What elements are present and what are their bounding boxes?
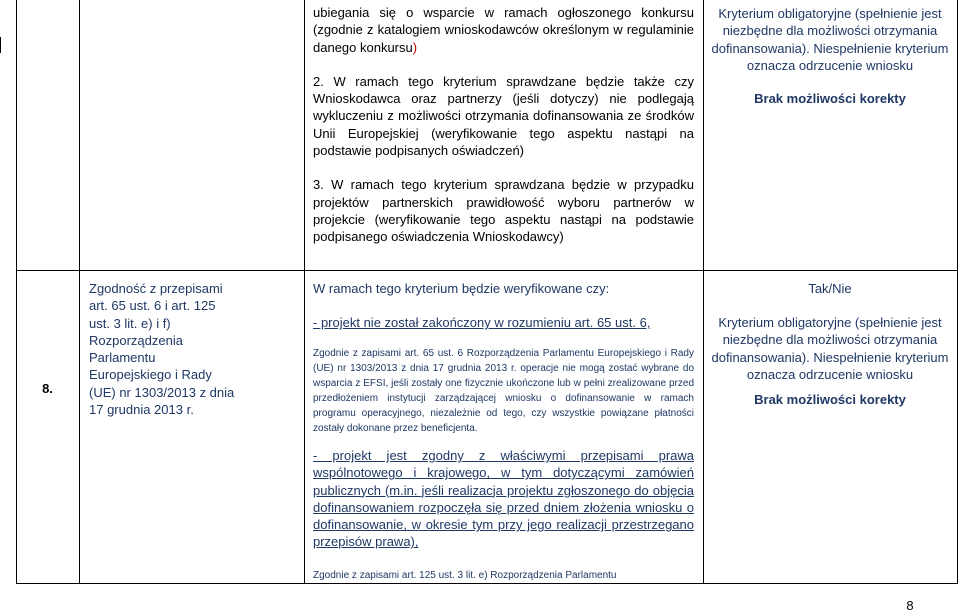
criteria-intro: W ramach tego kryterium będzie weryfikowane czy: bbox=[313, 281, 610, 296]
row-number: 8. bbox=[42, 381, 53, 396]
column-border-left bbox=[16, 0, 17, 583]
criteria-note-1: Zgodnie z zapisami art. 65 ust. 6 Rozporządzenia Parlamentu Europejskiego i Rady (UE) nr 1303/2013 z dnia 17 grudnia 2013 r. operacje nie mogą zostać wybrane do wsparcia z EFSI, jeśli zostały one fizycznie ukończone lub w pełni zrealizowane przed przedłożeniem instytucji zarządzającej wniosku o dofinansowanie w ramach programu operacyjnego, niezależnie od tego, czy wszystkie powiązane płatności zostały dokonane przez beneficjenta. bbox=[313, 348, 694, 434]
assessment-note-prev: Kryterium obligatoryjne (spełnienie jest niezbędne dla możliwości otrzymania dofinansowania). Niespełnienie kryterium oznacza odrzucenie wniosku bbox=[711, 6, 949, 73]
criteria-item-3: 3. W ramach tego kryterium sprawdzana będzie w przypadku projektów partnerskich prawidłowość wyboru partnerów w projekcie (weryfikowanie tego aspektu nastąpi na podstawie podpisanego oświadczenia Wnioskodawcy) bbox=[313, 177, 694, 245]
criteria-bullet-1: - projekt nie został zakończony w rozumieniu art. 65 ust. 6, bbox=[313, 315, 651, 330]
table-bottom-border bbox=[16, 583, 958, 584]
criteria-text-prev bbox=[313, 4, 694, 246]
criteria-note-2: Zgodnie z zapisami art. 125 ust. 3 lit. e) Rozporządzenia Parlamentu bbox=[313, 570, 617, 581]
column-border-2 bbox=[304, 0, 305, 583]
assessment-note: Kryterium obligatoryjne (spełnienie jest niezbędne dla możliwości otrzymania dofinansowania). Niespełnienie kryterium oznacza odrzucenie wniosku bbox=[711, 315, 949, 382]
column-border-right bbox=[957, 0, 958, 583]
edge-mark bbox=[0, 37, 1, 53]
column-border-3 bbox=[703, 0, 704, 583]
criteria-item-2: 2. W ramach tego kryterium sprawdzane będzie także czy Wnioskodawca oraz partnerzy (jeśli dotyczy) nie podlegają wykluczeniu z możliwości otrzymania dofinansowania ze środków Unii Europejskiej (weryfikowanie tego aspektu nastąpi na podstawie podpisanych oświadczeń) bbox=[313, 73, 694, 159]
correction-label-prev: Brak możliwości korekty bbox=[754, 91, 906, 106]
page-number: 8 bbox=[906, 598, 914, 613]
assessment-scale: Tak/Nie bbox=[808, 281, 852, 296]
column-border-1 bbox=[79, 0, 80, 583]
criterion-name: Zgodność z przepisami art. 65 ust. 6 i art. 125 ust. 3 lit. e) i f) Rozporządzenia Parlamentu Europejskiego i Rady (UE) nr 1303/2013 z dnia 17 grudnia 2013 r. bbox=[89, 281, 235, 418]
row-border bbox=[16, 270, 958, 271]
criteria-bullet-2: - projekt jest zgodny z właściwymi przepisami prawa wspólnotowego i krajowego, w tym dotyczącymi zamówień publicznych (m.in. jeśli realizacja projektu zgłoszonego do objęcia dofinansowaniem rozpoczęła się przed dniem złożenia wniosku o dofinansowanie, w okresie tym przy jego realizacji przestrzegano przepisów prawa), bbox=[313, 448, 694, 550]
correction-label: Brak możliwości korekty bbox=[754, 392, 906, 407]
criteria-item-1-tail: ubiegania się o wsparcie w ramach ogłoszonego konkursu (zgodnie z katalogiem wnioskodawców określonym w regulaminie danego konkursu) bbox=[313, 5, 694, 55]
